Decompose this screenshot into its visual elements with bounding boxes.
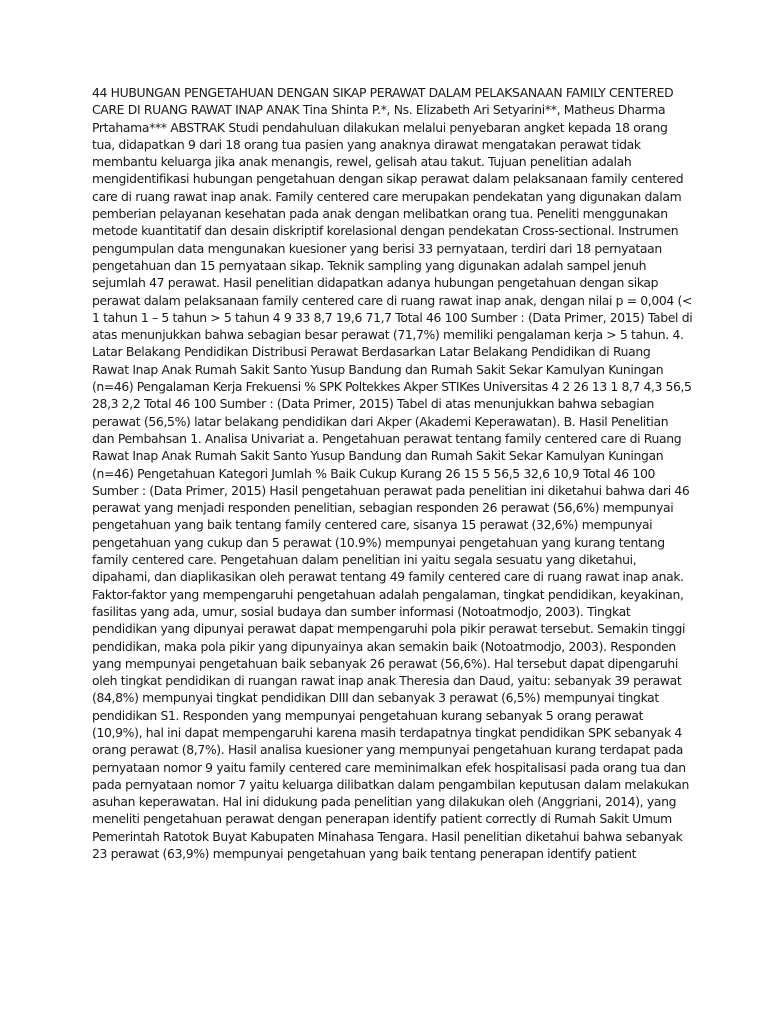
- text-line: pendidikan yang dipunyai perawat dapat mempengaruhi pola pikir perawat tersebut. Semakin tinggi: [92, 621, 686, 637]
- text-line: oleh tingkat pendidikan di ruangan rawat inap anak Theresia dan Daud, yaitu: sebanyak 39 perawat: [92, 673, 682, 689]
- text-line: pendidikan, maka pola pikir yang dipunyainya akan semakin baik (Notoatmodjo, 2003). Responden: [92, 638, 676, 654]
- document-body-text: [92, 84, 692, 862]
- text-line: Rawat Inap Anak Rumah Sakit Santo Yusup Bandung dan Rumah Sakit Sekar Kamulyan Kuningan: [92, 361, 664, 377]
- text-line: atas menunjukkan bahwa sebagian besar perawat (71,7%) memiliki pengalaman kerja > 5 tahun. 4.: [92, 327, 684, 343]
- text-line: yang mempunyai pengetahuan baik sebanyak 26 perawat (56,6%). Hal tersebut dapat dipengaruhi: [92, 655, 679, 671]
- text-line: dipahami, dan diaplikasikan oleh perawat tentang 49 family centered care di ruang rawat inap anak.: [92, 569, 684, 585]
- text-line: mengidentifikasi hubungan pengetahuan dengan sikap perawat dalam pelaksanaan family centered: [92, 171, 684, 187]
- text-line: perawat dalam pelaksanaan family centered care di ruang rawat inap anak, dengan nilai p = 0,004 (<: [92, 292, 692, 308]
- text-line: CARE DI RUANG RAWAT INAP ANAK Tina Shinta P.*, Ns. Elizabeth Ari Setyarini**, Matheus Dharma: [92, 102, 666, 118]
- text-line: orang perawat (8,7%). Hasil analisa kuesioner yang mempunyai pengetahuan kurang terdapat pada: [92, 742, 684, 758]
- text-line: perawat yang menjadi responden penelitian, sebagian responden 26 perawat (56,6%) mempunyai: [92, 500, 674, 516]
- text-line: Faktor-faktor yang mempengaruhi pengetahuan adalah pengalaman, tingkat pendidikan, keyakinan,: [92, 586, 684, 602]
- text-line: 1 tahun 1 – 5 tahun > 5 tahun 4 9 33 8,7 19,6 71,7 Total 46 100 Sumber : (Data Primer, 2015) Tabel di: [92, 309, 693, 325]
- text-line: 44 HUBUNGAN PENGETAHUAN DENGAN SIKAP PERAWAT DALAM PELAKSANAAN FAMILY CENTERED: [92, 85, 674, 100]
- text-line: (n=46) Pengetahuan Kategori Jumlah % Baik Cukup Kurang 26 15 5 56,5 32,6 10,9 Total 46 100: [92, 465, 656, 481]
- text-line: meneliti pengetahuan perawat dengan penerapan identify patient correctly di Rumah Sakit Umum: [92, 811, 672, 827]
- text-line: pada pernyataan nomor 7 yaitu keluarga dilibatkan dalam pengambilan keputusan dalam melakukan: [92, 776, 690, 792]
- text-line: pernyataan nomor 9 yaitu family centered care meminimalkan efek hospitalisasi pada orang tua dan: [92, 759, 686, 775]
- text-line: Latar Belakang Pendidikan Distribusi Perawat Berdasarkan Latar Belakang Pendidikan di Ruang: [92, 344, 651, 360]
- text-line: pemberian pelayanan kesehatan pada anak dengan melibatkan orang tua. Peneliti menggunakan: [92, 206, 668, 222]
- text-line: pengetahuan dan 15 pernyataan sikap. Teknik sampling yang digunakan adalah sampel jenuh: [92, 257, 647, 273]
- text-line: Rawat Inap Anak Rumah Sakit Santo Yusup Bandung dan Rumah Sakit Sekar Kamulyan Kuningan: [92, 448, 664, 464]
- text-line: pengetahuan yang cukup dan 5 perawat (10.9%) mempunyai pengetahuan yang kurang tentang: [92, 534, 665, 550]
- text-line: pengumpulan data mengunakan kuesioner yang berisi 33 pernyataan, terdiri dari 18 pernyataan: [92, 240, 662, 256]
- text-line: sejumlah 47 perawat. Hasil penelitian didapatkan adanya hubungan pengetahuan dengan sikap: [92, 275, 659, 291]
- text-line: (10,9%), hal ini dapat mempengaruhi karena masih terdapatnya tingkat pendidikan SPK sebanyak 4: [92, 724, 682, 740]
- text-line: fasilitas yang ada, umur, sosial budaya dan sumber informasi (Notoatmodjo, 2003). Tingkat: [92, 603, 631, 619]
- text-line: Prtahama*** ABSTRAK Studi pendahuluan dilakukan melalui penyebaran angket kepada 18 orang: [92, 119, 668, 135]
- text-line: pendidikan S1. Responden yang mempunyai pengetahuan kurang sebanyak 5 orang perawat: [92, 707, 644, 723]
- text-line: 28,3 2,2 Total 46 100 Sumber : (Data Primer, 2015) Tabel di atas menunjukkan bahwa sebagian: [92, 396, 655, 412]
- text-line: family centered care. Pengetahuan dalam penelitian ini yaitu segala sesuatu yang diketahui,: [92, 552, 637, 568]
- text-line: metode kuantitatif dan desain diskriptif korelasional dengan pendekatan Cross-sectional. Instrumen: [92, 223, 679, 239]
- text-line: dan Pembahsan 1. Analisa Univariat a. Pengetahuan perawat tentang family centered care di Ruang: [92, 430, 682, 446]
- text-line: perawat (56,5%) latar belakang pendidikan dari Akper (Akademi Keperawatan). B. Hasil Penelitian: [92, 413, 669, 429]
- text-line: Pemerintah Ratotok Buyat Kabupaten Minahasa Tengara. Hasil penelitian diketahui bahwa sebanyak: [92, 828, 683, 844]
- text-line: pengetahuan yang baik tentang family centered care, sisanya 15 perawat (32,6%) mempunyai: [92, 517, 653, 533]
- text-line: tua, didapatkan 9 dari 18 orang tua pasien yang anaknya dirawat mengatakan perawat tidak: [92, 136, 641, 152]
- text-line: care di ruang rawat inap anak. Family centered care merupakan pendekatan yang digunakan dalam: [92, 188, 682, 204]
- text-line: (84,8%) mempunyai tingkat pendidikan DIII dan sebanyak 3 perawat (6,5%) mempunyai tingkat: [92, 690, 659, 706]
- text-line: 23 perawat (63,9%) mempunyai pengetahuan yang baik tentang penerapan identify patient: [92, 846, 637, 862]
- text-line: (n=46) Pengalaman Kerja Frekuensi % SPK Poltekkes Akper STIKes Universitas 4 2 26 13 1 8,7 4,3 56,5: [92, 379, 692, 395]
- text-line: asuhan keperawatan. Hal ini didukung pada penelitian yang dilakukan oleh (Anggriani, 2014), yang: [92, 794, 677, 810]
- text-line: Sumber : (Data Primer, 2015) Hasil pengetahuan perawat pada penelitian ini diketahui bahwa dari 46: [92, 482, 690, 498]
- text-line: membantu keluarga jika anak menangis, rewel, gelisah atau takut. Tujuan penelitian adalah: [92, 154, 632, 170]
